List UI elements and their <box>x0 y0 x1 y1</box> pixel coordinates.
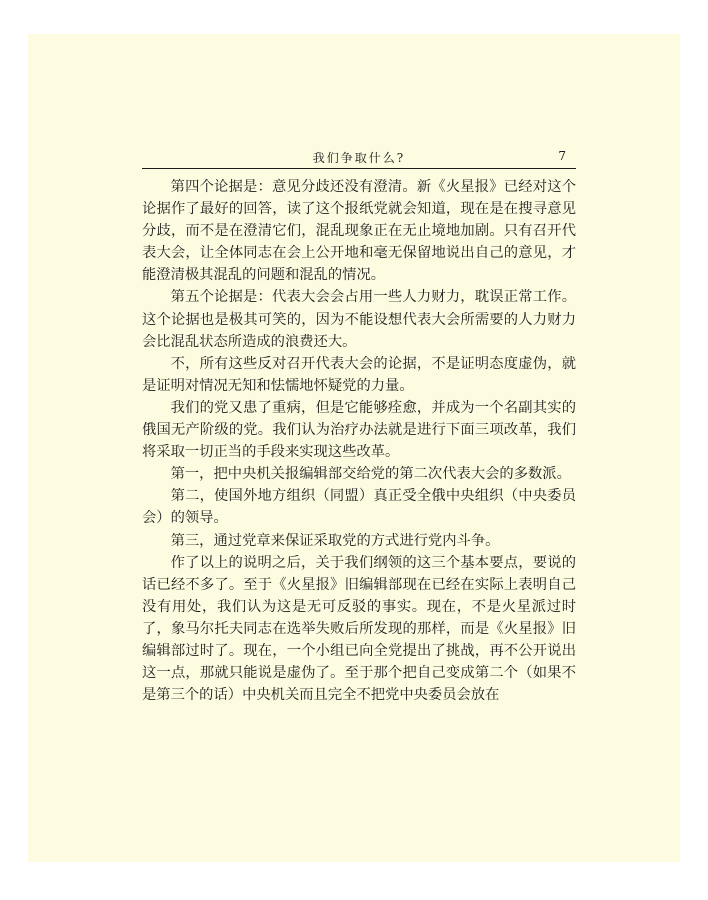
running-header <box>142 142 576 169</box>
paragraph: 第四个论据是：意见分歧还没有澄清。新《火星报》已经对这个论据作了最好的回答，读了这个报纸党就会知道，现在是在搜寻意见分歧，而不是在澄清它们，混乱现象正在无止境地加剧。只有召开代表大会，让全体同志在会上公开地和毫无保留地说出自己的意见，才能澄清极其混乱的问题和混乱的情况。 <box>142 179 576 284</box>
body-text <box>142 176 576 706</box>
paragraph: 我们的党又患了重病，但是它能够痊愈，并成为一个名副其实的俄国无产阶级的党。我们认为治疗办法就是进行下面三项改革，我们将采取一切正当的手段来实现这些改革。 <box>142 399 576 461</box>
paragraph: 不，所有这些反对召开代表大会的论据，不是证明态度虚伪，就是证明对情况无知和怯懦地怀疑党的力量。 <box>142 355 576 394</box>
paragraph: 作了以上的说明之后，关于我们纲领的这三个基本要点，要说的话已经不多了。至于《火星报》旧编辑部现在已经在实际上表明自己没有用处，我们认为这是无可反驳的事实。现在，不是火星派过时了，象马尔托夫同志在选举失败后所发现的那样，而是《火星报》旧编辑部过时了。现在，一个小组已向全党提出了挑战，再不公开说出这一点，那就只能说是虚伪了。至于那个把自己变成第二个（如果不是第三个的话）中央机关而且完全不把党中央委员会放在 <box>142 554 576 704</box>
paragraph: 第一，把中央机关报编辑部交给党的第二次代表大会的多数派。 <box>170 466 571 483</box>
page-number: 7 <box>558 149 566 163</box>
header-title: 我们争取什么? <box>312 151 406 165</box>
paragraph: 第三，通过党章来保证采取党的方式进行党内斗争。 <box>170 532 500 549</box>
paragraph: 第五个论据是：代表大会会占用一些人力财力，耽误正常工作。这个论据也是极其可笑的，因为不能设想代表大会所需要的人力财力会比混乱状态所造成的浪费还大。 <box>142 289 576 350</box>
paragraph: 第二，使国外地方组织（同盟）真正受全俄中央组织（中央委员会）的领导。 <box>142 488 576 527</box>
